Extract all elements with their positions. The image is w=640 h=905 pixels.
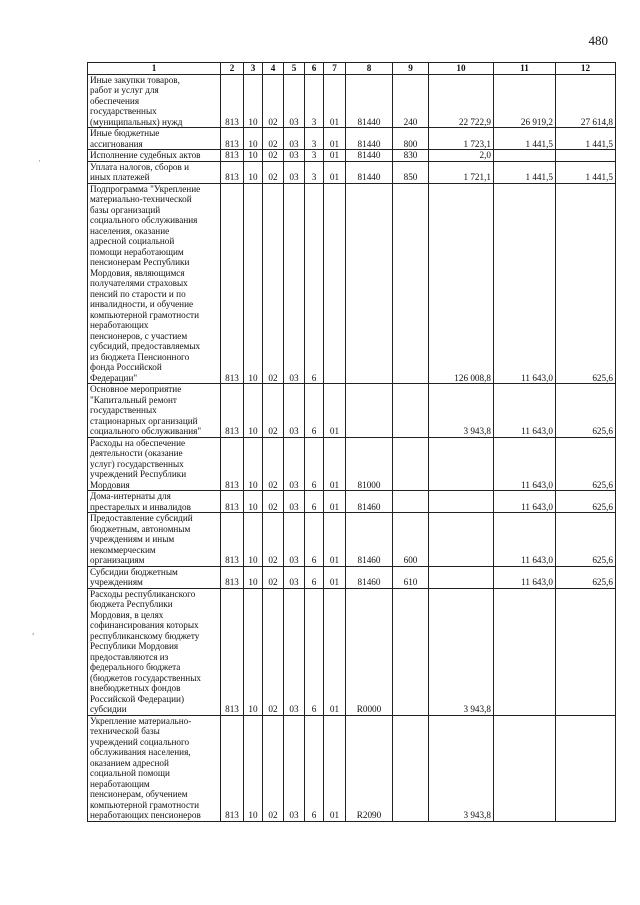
row-name	[88, 437, 221, 491]
row-name-line: пенсионеров, с участием	[90, 330, 188, 341]
row-name-line: социального обслуживания"	[90, 426, 202, 436]
row-name-line: Предоставление субсидий	[90, 513, 193, 523]
cell-col-5: 03	[284, 183, 305, 384]
row-name-line: Подпрограмма "Укрепление	[90, 183, 201, 194]
row-name-line: Укрепление материально-	[90, 715, 192, 726]
cell-col-2: 813	[221, 513, 244, 567]
cell-col-4: 02	[263, 384, 284, 438]
row-name-line: государственных	[90, 106, 157, 116]
cell-col-4: 02	[263, 150, 284, 162]
cell-col-7: 01	[324, 566, 346, 588]
cell-col-6: 6	[305, 491, 324, 513]
cell-col-8: 81460	[346, 513, 393, 567]
row-name-line: учреждениям и иным	[90, 534, 175, 544]
table-body	[88, 74, 616, 821]
row-name-line: софинансирования которых	[90, 620, 199, 630]
row-name-line: социального обслуживания	[90, 215, 198, 225]
row-name-line: инвалидности, и обучение	[90, 299, 194, 309]
cell-col-3: 10	[244, 715, 263, 821]
table-row	[88, 183, 616, 384]
cell-col-5: 03	[284, 513, 305, 567]
cell-col-6: 3	[305, 74, 324, 128]
cell-col-9	[393, 437, 429, 491]
row-name-line: федерального бюджета	[90, 662, 181, 672]
column-header-2: 2	[221, 63, 244, 75]
row-name-line: населения, оказание	[90, 225, 170, 236]
cell-col-4: 02	[263, 437, 284, 491]
cell-col-2: 813	[221, 566, 244, 588]
cell-col-8	[346, 183, 393, 384]
cell-col-2: 813	[221, 715, 244, 821]
table-row	[88, 384, 616, 438]
cell-col-10: 3 943,8	[429, 588, 494, 715]
row-name-line: помощи неработающим	[90, 246, 184, 257]
table-row	[88, 437, 616, 491]
page-number: 480	[588, 33, 608, 48]
column-header-4: 4	[263, 63, 284, 75]
column-header-3: 3	[244, 63, 263, 75]
cell-col-4: 02	[263, 161, 284, 183]
cell-col-12: 1 441,5	[556, 161, 616, 183]
row-name	[88, 128, 221, 150]
cell-col-4: 02	[263, 128, 284, 150]
cell-col-7: 01	[324, 588, 346, 715]
row-name-line: (бюджетов государственных	[90, 672, 201, 683]
cell-col-9: 600	[393, 513, 429, 567]
cell-col-10: 1 723,1	[429, 128, 494, 150]
row-name-line: деятельности (оказание	[90, 448, 183, 458]
cell-col-2: 813	[221, 128, 244, 150]
cell-col-7: 01	[324, 128, 346, 150]
cell-col-10: 1 721,1	[429, 161, 494, 183]
cell-col-11: 11 643,0	[494, 491, 556, 513]
column-header-11: 11	[494, 63, 556, 75]
row-name	[88, 566, 221, 588]
row-name-line: Иные бюджетные	[90, 128, 160, 138]
row-name-line: "Капитальный ремонт	[90, 394, 177, 405]
cell-col-2: 813	[221, 437, 244, 491]
cell-col-4: 02	[263, 74, 284, 128]
margin-mark: ·	[38, 156, 41, 166]
cell-col-11: 11 643,0	[494, 513, 556, 567]
cell-col-6: 6	[305, 513, 324, 567]
table-row	[88, 588, 616, 715]
row-name-line: иных платежей	[90, 172, 150, 182]
cell-col-9	[393, 183, 429, 384]
row-name	[88, 588, 221, 715]
cell-col-12: 1 441,5	[556, 128, 616, 150]
row-name-line: некоммерческим	[90, 544, 156, 555]
column-header-7: 7	[324, 63, 346, 75]
cell-col-6: 6	[305, 437, 324, 491]
cell-col-12	[556, 715, 616, 821]
cell-col-4: 02	[263, 588, 284, 715]
cell-col-11	[494, 588, 556, 715]
cell-col-7: 01	[324, 384, 346, 438]
cell-col-3: 10	[244, 491, 263, 513]
row-name-line: Мордовия	[90, 479, 130, 490]
cell-col-3: 10	[244, 183, 263, 384]
column-header-8: 8	[346, 63, 393, 75]
cell-col-8: 81440	[346, 74, 393, 128]
cell-col-9: 830	[393, 150, 429, 162]
row-name-line: технической базы	[90, 726, 160, 736]
cell-col-2: 813	[221, 183, 244, 384]
cell-col-8	[346, 384, 393, 438]
cell-col-9: 800	[393, 128, 429, 150]
cell-col-6: 6	[305, 588, 324, 715]
cell-col-3: 10	[244, 128, 263, 150]
cell-col-8: 81460	[346, 491, 393, 513]
cell-col-6: 6	[305, 384, 324, 438]
row-name-line: компьютерной грамотности	[90, 799, 199, 810]
cell-col-10: 3 943,8	[429, 384, 494, 438]
cell-col-2: 813	[221, 161, 244, 183]
cell-col-11: 1 441,5	[494, 161, 556, 183]
row-name-line: оказанием адресной	[90, 757, 169, 768]
row-name-line: Основное мероприятие	[90, 384, 182, 394]
cell-col-8: R0000	[346, 588, 393, 715]
row-name-line: Субсидии бюджетным	[90, 566, 178, 577]
row-name-line: организациям	[90, 555, 145, 565]
cell-col-4: 02	[263, 513, 284, 567]
cell-col-9: 240	[393, 74, 429, 128]
column-header-6: 6	[305, 63, 324, 75]
row-name	[88, 513, 221, 567]
cell-col-11	[494, 715, 556, 821]
cell-col-2: 813	[221, 74, 244, 128]
cell-col-2: 813	[221, 588, 244, 715]
cell-col-12: 625,6	[556, 183, 616, 384]
row-name-line: пенсионерам Республики	[90, 257, 190, 267]
cell-col-6: 3	[305, 128, 324, 150]
cell-col-8: 81440	[346, 161, 393, 183]
row-name-line: учреждений социального	[90, 736, 190, 747]
row-name-line: Мордовия, являющимся	[90, 267, 185, 278]
table-row	[88, 128, 616, 150]
cell-col-10	[429, 437, 494, 491]
row-name-line: Дома-интернаты для	[90, 491, 171, 501]
row-name-line: Расходы республиканского	[90, 588, 196, 599]
row-name-line: фонда Российской	[90, 362, 162, 372]
cell-col-12: 625,6	[556, 566, 616, 588]
cell-col-9	[393, 491, 429, 513]
cell-col-3: 10	[244, 161, 263, 183]
row-name-line: Республики Мордовия	[90, 641, 179, 651]
row-name-line: Исполнение судебных актов	[90, 150, 201, 160]
row-name-line: пенсионерам, обучением	[90, 789, 188, 799]
row-name-line: субсидии	[90, 704, 127, 714]
row-name-line: материально-технической	[90, 194, 192, 204]
cell-col-4: 02	[263, 491, 284, 513]
row-name-line: Федерации"	[90, 372, 138, 383]
cell-col-2: 813	[221, 150, 244, 162]
row-name-line: обслуживания населения,	[90, 747, 191, 757]
row-name	[88, 384, 221, 438]
row-name-line: Мордовия, в целях	[90, 609, 164, 620]
cell-col-4: 02	[263, 183, 284, 384]
cell-col-6: 6	[305, 183, 324, 384]
table-row	[88, 74, 616, 128]
row-name-line: неработающих	[90, 320, 149, 330]
table-row	[88, 150, 616, 162]
cell-col-12: 625,6	[556, 491, 616, 513]
row-name-line: базы организаций	[90, 204, 161, 215]
cell-col-11	[494, 150, 556, 162]
row-name-line: неработающих пенсионеров	[90, 810, 201, 820]
table-row	[88, 161, 616, 183]
cell-col-2: 813	[221, 491, 244, 513]
row-name-line: (муниципальных) нужд	[90, 116, 183, 127]
column-header-12: 12	[556, 63, 616, 75]
table-row	[88, 491, 616, 513]
row-name-line: Российской Федерации)	[90, 693, 185, 704]
table-row	[88, 566, 616, 588]
row-name-line: бюджета Республики	[90, 599, 173, 609]
row-name-line: из бюджета Пенсионного	[90, 351, 190, 362]
budget-table	[87, 62, 616, 822]
row-name-line: обеспечения	[90, 95, 140, 106]
cell-col-5: 03	[284, 128, 305, 150]
row-name-line: Иные закупки товаров,	[90, 74, 180, 85]
cell-col-10: 22 722,9	[429, 74, 494, 128]
cell-col-11: 11 643,0	[494, 437, 556, 491]
cell-col-7: 01	[324, 437, 346, 491]
cell-col-7: 01	[324, 491, 346, 513]
cell-col-5: 03	[284, 715, 305, 821]
cell-col-8: 81000	[346, 437, 393, 491]
cell-col-6: 3	[305, 150, 324, 162]
cell-col-5: 03	[284, 491, 305, 513]
row-name-line: Расходы на обеспечение	[90, 437, 186, 448]
row-name	[88, 74, 221, 128]
cell-col-9	[393, 588, 429, 715]
cell-col-3: 10	[244, 566, 263, 588]
cell-col-5: 03	[284, 566, 305, 588]
row-name-line: внебюджетных фондов	[90, 683, 181, 693]
cell-col-3: 10	[244, 513, 263, 567]
table-row	[88, 513, 616, 567]
cell-col-11: 11 643,0	[494, 183, 556, 384]
cell-col-8: 81440	[346, 150, 393, 162]
cell-col-6: 6	[305, 566, 324, 588]
row-name-line: услуг) государственных	[90, 458, 184, 469]
cell-col-12: 27 614,8	[556, 74, 616, 128]
cell-col-12	[556, 150, 616, 162]
cell-col-5: 03	[284, 161, 305, 183]
cell-col-11: 26 919,2	[494, 74, 556, 128]
cell-col-5: 03	[284, 150, 305, 162]
cell-col-7: 01	[324, 161, 346, 183]
cell-col-9	[393, 715, 429, 821]
cell-col-9	[393, 384, 429, 438]
row-name-line: стационарных организаций	[90, 415, 198, 426]
row-name	[88, 161, 221, 183]
table-row	[88, 715, 616, 821]
cell-col-12: 625,6	[556, 437, 616, 491]
cell-col-7: 01	[324, 513, 346, 567]
header-row	[88, 63, 616, 75]
cell-col-4: 02	[263, 566, 284, 588]
cell-col-8: 81440	[346, 128, 393, 150]
cell-col-7: 01	[324, 74, 346, 128]
row-name	[88, 183, 221, 384]
cell-col-6: 6	[305, 715, 324, 821]
cell-col-7	[324, 183, 346, 384]
cell-col-9: 850	[393, 161, 429, 183]
row-name-line: пенсий по старости и по	[90, 288, 186, 299]
column-header-10: 10	[429, 63, 494, 75]
cell-col-7: 01	[324, 150, 346, 162]
row-name-line: социальной помощи	[90, 768, 170, 778]
cell-col-12: 625,6	[556, 513, 616, 567]
row-name-line: Уплата налогов, сборов и	[90, 161, 190, 172]
row-name-line: компьютерной грамотности	[90, 309, 199, 320]
cell-col-9: 610	[393, 566, 429, 588]
cell-col-10	[429, 491, 494, 513]
cell-col-12: 625,6	[556, 384, 616, 438]
cell-col-5: 03	[284, 588, 305, 715]
row-name-line: учреждений Республики	[90, 469, 187, 479]
column-header-9: 9	[393, 63, 429, 75]
row-name-line: работ и услуг для	[90, 85, 159, 95]
row-name	[88, 491, 221, 513]
row-name-line: неработающим	[90, 778, 150, 789]
row-name-line: учреждениям	[90, 577, 143, 587]
row-name-line: получателями страховых	[90, 278, 188, 288]
cell-col-6: 3	[305, 161, 324, 183]
column-header-5: 5	[284, 63, 305, 75]
row-name	[88, 150, 221, 162]
cell-col-8: R2090	[346, 715, 393, 821]
cell-col-11: 1 441,5	[494, 128, 556, 150]
row-name	[88, 715, 221, 821]
cell-col-8: 81460	[346, 566, 393, 588]
cell-col-11: 11 643,0	[494, 566, 556, 588]
cell-col-10	[429, 566, 494, 588]
cell-col-10: 2,0	[429, 150, 494, 162]
cell-col-7: 01	[324, 715, 346, 821]
row-name-line: республиканскому бюджету	[90, 630, 200, 641]
cell-col-12	[556, 588, 616, 715]
cell-col-2: 813	[221, 384, 244, 438]
row-name-line: ассигнования	[90, 138, 143, 149]
cell-col-4: 02	[263, 715, 284, 821]
row-name-line: предоставляются из	[90, 651, 169, 662]
cell-col-11: 11 643,0	[494, 384, 556, 438]
cell-col-5: 03	[284, 437, 305, 491]
row-name-line: престарелых и инвалидов	[90, 501, 191, 512]
cell-col-10	[429, 513, 494, 567]
cell-col-3: 10	[244, 588, 263, 715]
row-name-line: адресной социальной	[90, 236, 175, 246]
margin-mark: ,	[32, 626, 35, 636]
cell-col-5: 03	[284, 74, 305, 128]
column-header-1: 1	[88, 63, 221, 75]
cell-col-3: 10	[244, 384, 263, 438]
row-name-line: субсидий, предоставляемых	[90, 341, 201, 351]
cell-col-3: 10	[244, 437, 263, 491]
cell-col-3: 10	[244, 74, 263, 128]
cell-col-10: 3 943,8	[429, 715, 494, 821]
row-name-line: государственных	[90, 405, 157, 415]
cell-col-3: 10	[244, 150, 263, 162]
row-name-line: бюджетным, автономным	[90, 523, 191, 534]
cell-col-10: 126 008,8	[429, 183, 494, 384]
cell-col-5: 03	[284, 384, 305, 438]
